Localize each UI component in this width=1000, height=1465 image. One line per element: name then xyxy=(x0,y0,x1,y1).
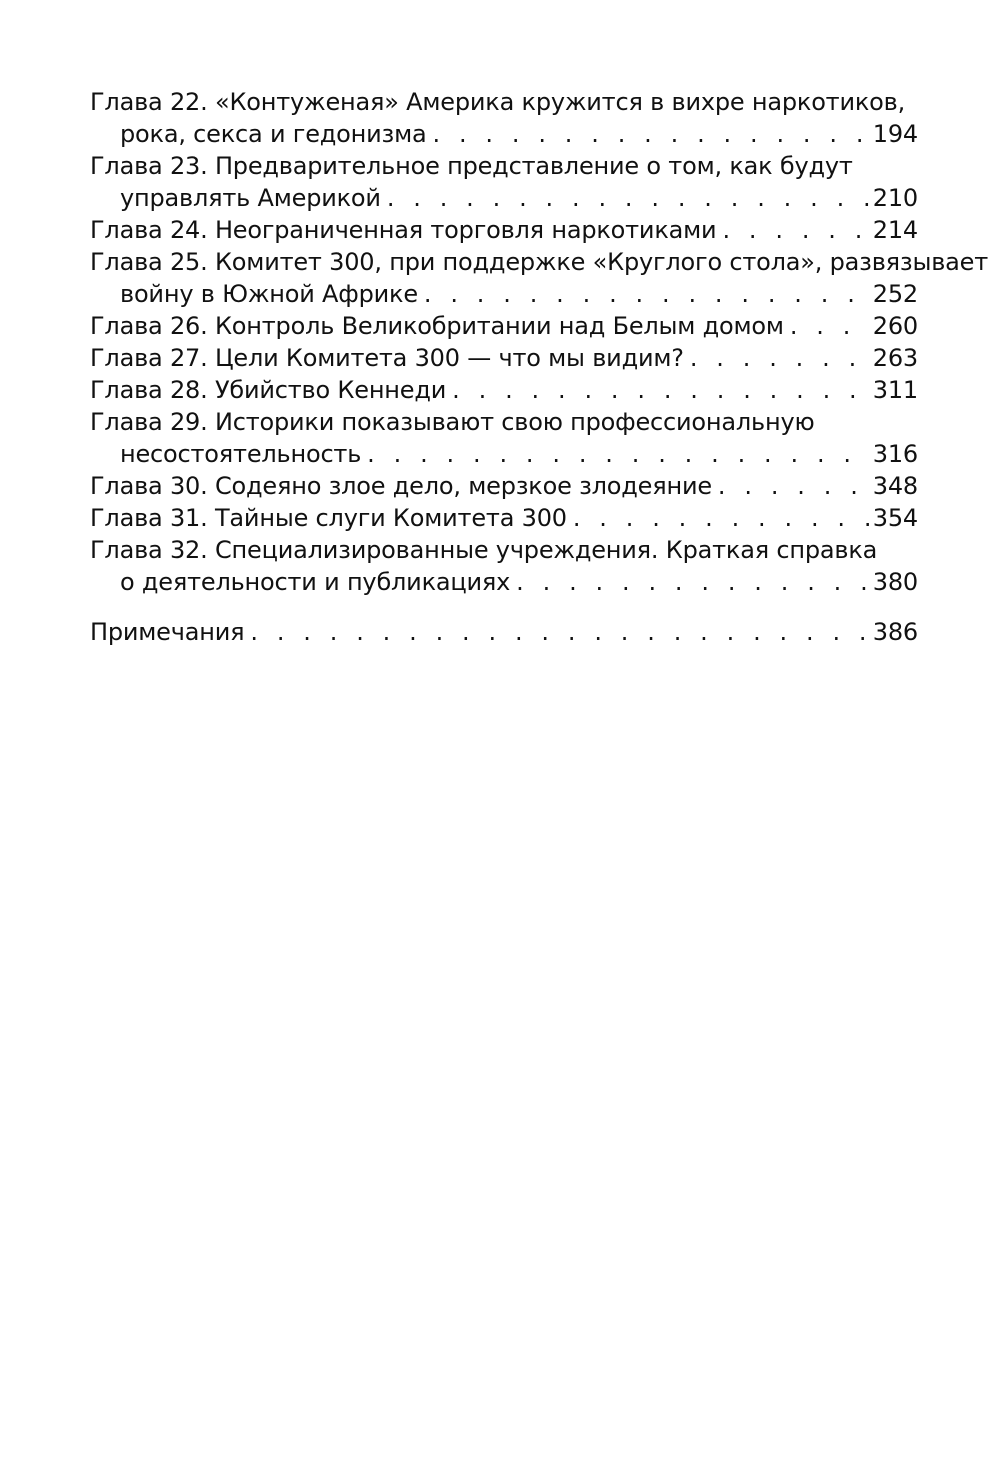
toc-entry-chapter-27 xyxy=(90,342,918,374)
toc-entry-last-line xyxy=(90,342,918,374)
dot-leader xyxy=(433,118,869,150)
toc-entry-chapter-30 xyxy=(90,470,918,502)
toc-entry-title-line: Глава 29. Историки показывают свою профессиональную xyxy=(90,408,815,436)
dot-leader xyxy=(452,374,869,406)
toc-entry-last-line xyxy=(90,278,918,310)
toc-entry-title: Глава 28. Убийство Кеннеди xyxy=(90,376,447,404)
toc-entry-chapter-24 xyxy=(90,214,918,246)
dot-leader xyxy=(722,214,868,246)
toc-entry-title: Глава 27. Цели Комитета 300 — что мы видим? xyxy=(90,344,684,372)
toc-entry-chapter-22 xyxy=(90,86,918,150)
toc-page-number: 386 xyxy=(872,618,918,646)
toc-page-number: 194 xyxy=(872,120,918,148)
toc-entry-title-line: Глава 23. Предварительное представление о том, как будут xyxy=(90,152,853,180)
dot-leader xyxy=(690,342,869,374)
toc-entry-last-line xyxy=(90,214,918,246)
toc-entry-title-line: Глава 22. «Контуженая» Америка кружится в вихре наркотиков, xyxy=(90,88,906,116)
toc-page-number: 260 xyxy=(872,312,918,340)
toc-page-number: 380 xyxy=(872,568,918,596)
toc-entry-chapter-26 xyxy=(90,310,918,342)
toc-entry-chapter-31 xyxy=(90,502,918,534)
toc-entry-title-continuation: войну в Южной Африке xyxy=(120,280,418,308)
toc-page-number: 311 xyxy=(872,376,918,404)
toc-page-number: 214 xyxy=(872,216,918,244)
toc-entry-last-line xyxy=(90,616,918,648)
toc-entry-chapter-28 xyxy=(90,374,918,406)
toc-entry-last-line xyxy=(90,566,918,598)
toc-entry-title-line: Глава 25. Комитет 300, при поддержке «Круглого стола», развязывает xyxy=(90,248,988,276)
toc-page-number: 354 xyxy=(872,504,918,532)
dot-leader xyxy=(250,616,868,648)
toc-page-number: 316 xyxy=(872,440,918,468)
toc-entry-title: Глава 31. Тайные слуги Комитета 300 xyxy=(90,504,567,532)
section-gap xyxy=(90,598,918,616)
toc-entry-last-line xyxy=(90,310,918,342)
dot-leader xyxy=(387,182,869,214)
toc-page-number: 263 xyxy=(872,344,918,372)
toc-entry-last-line xyxy=(90,502,918,534)
dot-leader xyxy=(573,502,869,534)
toc-entry-title: Глава 24. Неограниченная торговля наркотиками xyxy=(90,216,717,244)
toc-entry-notes xyxy=(90,616,918,648)
toc-entry-chapter-23 xyxy=(90,150,918,214)
dot-leader xyxy=(718,470,869,502)
dot-leader xyxy=(516,566,869,598)
toc-entry-chapter-32 xyxy=(90,534,918,598)
toc-page-number: 252 xyxy=(872,280,918,308)
dot-leader xyxy=(367,438,869,470)
table-of-contents xyxy=(90,86,988,648)
toc-entry-title: Примечания xyxy=(90,618,245,646)
toc-entry-last-line xyxy=(90,182,918,214)
toc-entry-last-line xyxy=(90,118,918,150)
toc-entry-chapter-25 xyxy=(90,246,988,310)
toc-entry-title-continuation: несостоятельность xyxy=(120,440,362,468)
dot-leader xyxy=(790,310,869,342)
toc-entry-title-line: Глава 32. Специализированные учреждения. Краткая справка xyxy=(90,536,878,564)
toc-page-number: 210 xyxy=(872,184,918,212)
dot-leader xyxy=(424,278,869,310)
toc-entry-title-continuation: управлять Америкой xyxy=(120,184,381,212)
toc-entry-title: Глава 26. Контроль Великобритании над Белым домом xyxy=(90,312,784,340)
toc-entry-title: Глава 30. Содеяно злое дело, мерзкое злодеяние xyxy=(90,472,712,500)
toc-entry-last-line xyxy=(90,374,918,406)
toc-entry-title-continuation: рока, секса и гедонизма xyxy=(120,120,427,148)
toc-entry-last-line xyxy=(90,470,918,502)
toc-entry-title-continuation: о деятельности и публикациях xyxy=(120,568,511,596)
toc-entry-last-line xyxy=(90,438,918,470)
toc-entry-chapter-29 xyxy=(90,406,918,470)
toc-page-number: 348 xyxy=(872,472,918,500)
